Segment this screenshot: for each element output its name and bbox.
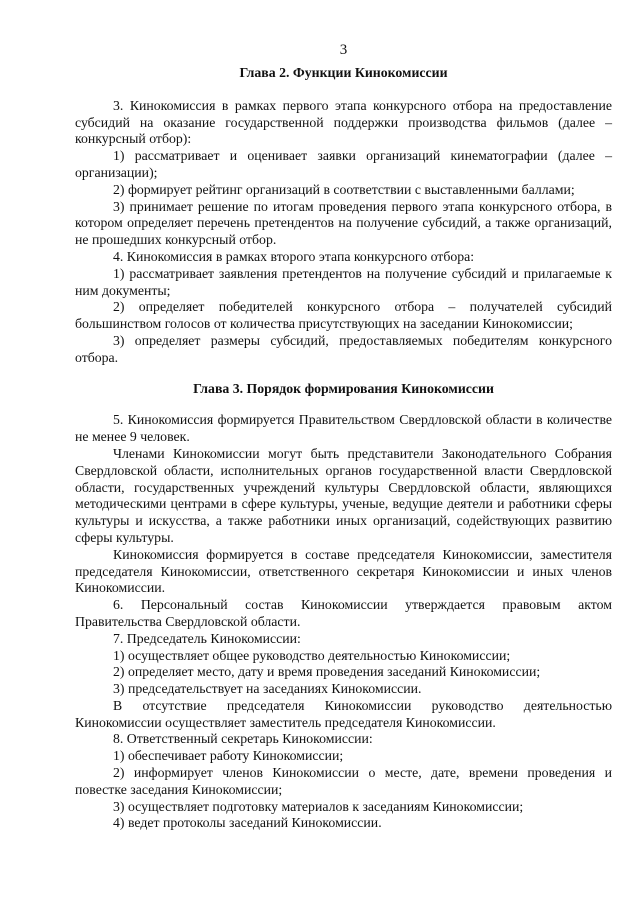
paragraph: 3) принимает решение по итогам проведения первого этапа конкурсного отбора, в котором определяет перечень претендентов на получение субсидий, а также организаций, не прошедших конкурсный отбор. [75, 198, 612, 248]
paragraph: 3) осуществляет подготовку материалов к заседаниям Кинокомиссии; [113, 798, 524, 814]
paragraph: Членами Кинокомиссии могут быть представители Законодательного Собрания Свердловской области, исполнительных органов государственной власти Свердловской области, государственных учреждений культуры Свердловской области, являющихся методическими центрами в сфере культуры, ученые, ведущие деятели и работники сферы культуры и искусства, а также работники иных организаций, содействующих развитию сферы культуры. [75, 445, 612, 545]
paragraph: 7. Председатель Кинокомиссии: [113, 630, 301, 646]
paragraph: 8. Ответственный секретарь Кинокомиссии: [113, 731, 373, 747]
paragraph: 5. Кинокомиссия формируется Правительством Свердловской области в количестве не менее 9 человек. [75, 412, 612, 445]
paragraph: 6. Персональный состав Кинокомиссии утверждается правовым актом Правительства Свердловской области. [75, 597, 612, 629]
chapter-3-heading: Глава 3. Порядок формирования Кинокомиссии [193, 380, 494, 396]
paragraph: Кинокомиссия формируется в составе председателя Кинокомиссии, заместителя председателя Кинокомиссии, ответственного секретаря Кинокомиссии и иных членов Кинокомиссии. [75, 546, 612, 596]
paragraph: 4. Кинокомиссия в рамках второго этапа конкурсного отбора: [113, 248, 475, 264]
paragraph: 1) осуществляет общее руководство деятельностью Кинокомиссии; [113, 647, 511, 663]
paragraph: 3. Кинокомиссия в рамках первого этапа конкурсного отбора на предоставление субсидий на оказание государственной поддержки производства фильмов (далее – конкурсный отбор): [75, 97, 612, 147]
paragraph: 3) определяет размеры субсидий, предоставляемых победителям конкурсного отбора. [75, 332, 612, 365]
page-number: 3 [339, 42, 348, 58]
paragraph: 2) определяет место, дату и время проведения заседаний Кинокомиссии; [113, 664, 541, 680]
paragraph: 2) определяет победителей конкурсного отбора – получателей субсидий большинством голосов от количества присутствующих на заседании Кинокомиссии; [75, 299, 612, 332]
paragraph: 2) информирует членов Кинокомиссии о месте, дате, времени проведения и повестке заседания Кинокомиссии; [75, 765, 612, 797]
paragraph: 1) рассматривает заявления претендентов на получение субсидий и прилагаемые к ним документы; [75, 265, 612, 298]
paragraph: 2) формирует рейтинг организаций в соответствии с выставленными баллами; [113, 181, 575, 197]
paragraph: В отсутствие председателя Кинокомиссии руководство деятельностью Кинокомиссии осуществляет заместитель председателя Кинокомиссии. [75, 697, 612, 730]
paragraph: 3) председательствует на заседаниях Кинокомиссии. [113, 681, 422, 697]
paragraph: 1) рассматривает и оценивает заявки организаций кинематографии (далее – организации); [75, 148, 612, 180]
paragraph: 1) обеспечивает работу Кинокомиссии; [113, 748, 344, 764]
paragraph: 4) ведет протоколы заседаний Кинокомиссии. [113, 815, 382, 831]
chapter-2-heading: Глава 2. Функции Кинокомиссии [239, 65, 448, 80]
